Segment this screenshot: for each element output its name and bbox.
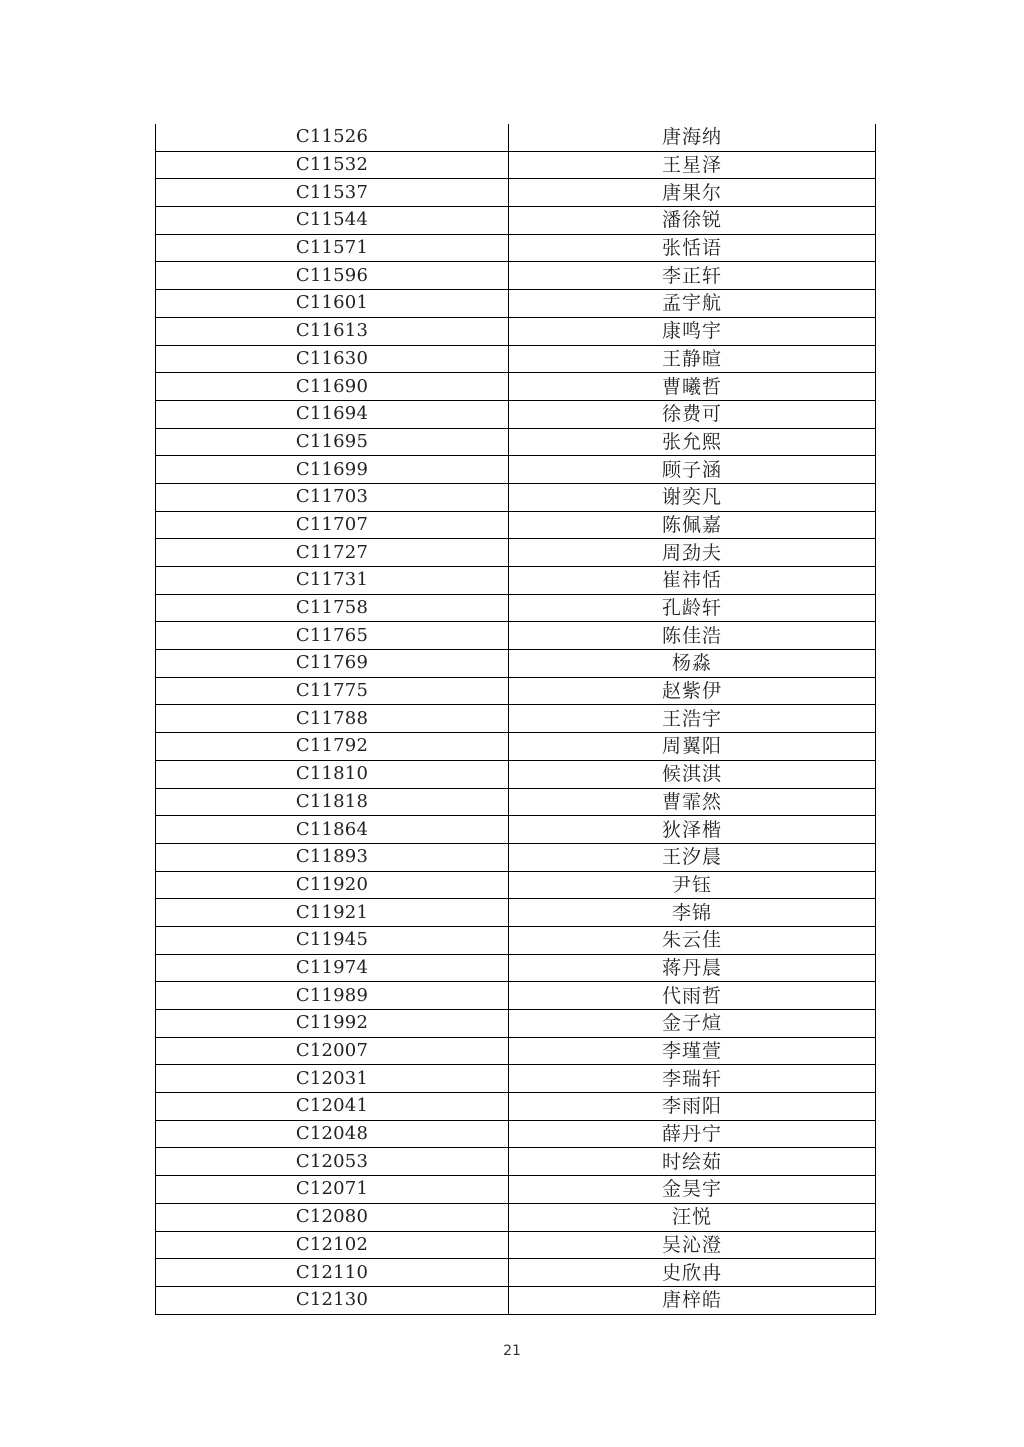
candidate-name-cell: 代雨哲	[509, 982, 876, 1010]
page-number: 21	[503, 1343, 521, 1359]
table-row	[156, 677, 876, 705]
candidate-id-cell: C11758	[156, 594, 509, 622]
table-row	[156, 1010, 876, 1038]
candidate-id-cell: C11818	[156, 788, 509, 816]
table-row	[156, 760, 876, 788]
candidate-id-cell: C11695	[156, 428, 509, 456]
candidate-name-cell: 王静暄	[509, 345, 876, 373]
candidate-id-cell: C11699	[156, 456, 509, 484]
table-row	[156, 1120, 876, 1148]
table-row	[156, 207, 876, 235]
table-row	[156, 290, 876, 318]
candidate-name-cell: 时绘茹	[509, 1148, 876, 1176]
candidate-id-cell: C11694	[156, 400, 509, 428]
table-row	[156, 179, 876, 207]
candidate-id-cell: C12053	[156, 1148, 509, 1176]
candidate-name-cell: 顾子涵	[509, 456, 876, 484]
table-row	[156, 1176, 876, 1204]
table-row	[156, 843, 876, 871]
candidate-name-cell: 唐海纳	[509, 124, 876, 151]
candidate-id-cell: C12110	[156, 1259, 509, 1287]
candidate-id-cell: C12041	[156, 1093, 509, 1121]
candidate-id-cell: C11792	[156, 733, 509, 761]
candidate-name-cell: 李正轩	[509, 262, 876, 290]
table-row	[156, 788, 876, 816]
candidate-name-cell: 周翼阳	[509, 733, 876, 761]
candidate-name-cell: 张恬语	[509, 234, 876, 262]
table-row	[156, 317, 876, 345]
table-row	[156, 1065, 876, 1093]
candidate-id-cell: C11532	[156, 151, 509, 179]
candidate-id-cell: C11788	[156, 705, 509, 733]
candidate-name-cell: 杨淼	[509, 650, 876, 678]
table-row	[156, 926, 876, 954]
candidate-name-cell: 唐梓皓	[509, 1286, 876, 1314]
candidate-id-cell: C11526	[156, 124, 509, 151]
table-row	[156, 345, 876, 373]
candidate-name-cell: 孔龄轩	[509, 594, 876, 622]
table-row	[156, 622, 876, 650]
table-row	[156, 982, 876, 1010]
table-row	[156, 871, 876, 899]
candidate-name-cell: 孟宇航	[509, 290, 876, 318]
table-row	[156, 1093, 876, 1121]
candidate-name-cell: 狄泽楷	[509, 816, 876, 844]
candidate-name-cell: 周劲夫	[509, 539, 876, 567]
candidate-name-cell: 候淇淇	[509, 760, 876, 788]
candidate-id-cell: C11810	[156, 760, 509, 788]
candidate-name-cell: 朱云佳	[509, 926, 876, 954]
table-row	[156, 1231, 876, 1259]
candidate-id-cell: C11703	[156, 483, 509, 511]
candidate-id-cell: C11775	[156, 677, 509, 705]
candidate-id-cell: C11920	[156, 871, 509, 899]
table-row	[156, 151, 876, 179]
candidate-id-cell: C11707	[156, 511, 509, 539]
table-row	[156, 539, 876, 567]
candidate-name-cell: 康鸣宇	[509, 317, 876, 345]
candidate-name-cell: 王星泽	[509, 151, 876, 179]
candidate-id-cell: C12007	[156, 1037, 509, 1065]
candidate-name-cell: 蒋丹晨	[509, 954, 876, 982]
candidate-name-cell: 吴沁澄	[509, 1231, 876, 1259]
table-row	[156, 1286, 876, 1314]
candidate-id-cell: C11537	[156, 179, 509, 207]
candidate-name-cell: 陈佳浩	[509, 622, 876, 650]
table-row	[156, 1148, 876, 1176]
table-row	[156, 262, 876, 290]
candidate-id-cell: C11992	[156, 1010, 509, 1038]
candidate-id-cell: C11974	[156, 954, 509, 982]
candidate-id-cell: C11596	[156, 262, 509, 290]
candidate-name-cell: 李雨阳	[509, 1093, 876, 1121]
candidate-id-cell: C11727	[156, 539, 509, 567]
candidate-name-cell: 陈佩嘉	[509, 511, 876, 539]
candidate-id-cell: C11690	[156, 373, 509, 401]
table-row	[156, 705, 876, 733]
candidate-id-cell: C11921	[156, 899, 509, 927]
table-row	[156, 400, 876, 428]
candidate-name-cell: 崔祎恬	[509, 567, 876, 595]
candidate-id-cell: C12102	[156, 1231, 509, 1259]
candidate-name-cell: 谢奕凡	[509, 483, 876, 511]
table-row	[156, 511, 876, 539]
candidate-name-cell: 李瑞轩	[509, 1065, 876, 1093]
roster-table-body	[156, 124, 876, 1314]
candidate-name-cell: 曹曦哲	[509, 373, 876, 401]
candidate-name-cell: 王浩宇	[509, 705, 876, 733]
table-row	[156, 234, 876, 262]
candidate-id-cell: C11731	[156, 567, 509, 595]
table-row	[156, 733, 876, 761]
table-row	[156, 567, 876, 595]
candidate-name-cell: 赵紫伊	[509, 677, 876, 705]
table-row	[156, 456, 876, 484]
candidate-name-cell: 金子煊	[509, 1010, 876, 1038]
table-row	[156, 954, 876, 982]
candidate-id-cell: C11571	[156, 234, 509, 262]
candidate-name-cell: 徐费可	[509, 400, 876, 428]
candidate-name-cell: 曹霏然	[509, 788, 876, 816]
table-row	[156, 373, 876, 401]
candidate-name-cell: 汪悦	[509, 1203, 876, 1231]
roster-table	[155, 124, 876, 1315]
candidate-id-cell: C11893	[156, 843, 509, 871]
candidate-name-cell: 王汐晨	[509, 843, 876, 871]
candidate-id-cell: C11544	[156, 207, 509, 235]
table-row	[156, 1203, 876, 1231]
table-row	[156, 816, 876, 844]
candidate-id-cell: C11769	[156, 650, 509, 678]
candidate-id-cell: C11601	[156, 290, 509, 318]
candidate-name-cell: 潘徐锐	[509, 207, 876, 235]
candidate-id-cell: C11864	[156, 816, 509, 844]
candidate-name-cell: 金昊宇	[509, 1176, 876, 1204]
table-row	[156, 650, 876, 678]
candidate-name-cell: 张允熙	[509, 428, 876, 456]
candidate-name-cell: 唐果尔	[509, 179, 876, 207]
candidate-name-cell: 薛丹宁	[509, 1120, 876, 1148]
candidate-id-cell: C12031	[156, 1065, 509, 1093]
candidate-name-cell: 李锦	[509, 899, 876, 927]
table-row	[156, 483, 876, 511]
candidate-id-cell: C12071	[156, 1176, 509, 1204]
candidate-name-cell: 尹钰	[509, 871, 876, 899]
table-row	[156, 594, 876, 622]
candidate-name-cell: 史欣冉	[509, 1259, 876, 1287]
candidate-id-cell: C11613	[156, 317, 509, 345]
table-row	[156, 899, 876, 927]
candidate-id-cell: C12130	[156, 1286, 509, 1314]
candidate-id-cell: C11630	[156, 345, 509, 373]
candidate-id-cell: C11945	[156, 926, 509, 954]
candidate-id-cell: C12048	[156, 1120, 509, 1148]
table-row	[156, 1259, 876, 1287]
table-row	[156, 1037, 876, 1065]
candidate-id-cell: C11765	[156, 622, 509, 650]
candidate-id-cell: C11989	[156, 982, 509, 1010]
table-row	[156, 124, 876, 151]
candidate-id-cell: C12080	[156, 1203, 509, 1231]
candidate-name-cell: 李瑾萱	[509, 1037, 876, 1065]
table-row	[156, 428, 876, 456]
